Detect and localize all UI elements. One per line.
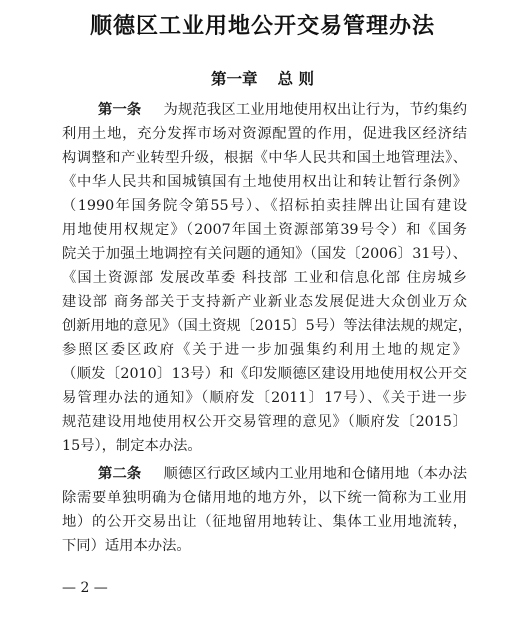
article-2-label: 第二条 (98, 466, 142, 482)
article-1-line: 构调整和产业转型升级，根据《中华人民共和国土地管理法》、 (62, 150, 467, 166)
article-1-line: 易管理办法的通知》（顺府发〔2011〕17号）、《关于进一步 (62, 390, 467, 406)
article-2-line: 下同）适用本办法。 (62, 538, 191, 554)
article-1-line: （顺发〔2010〕13号）和《印发顺德区建设用地使用权公开交 (62, 366, 467, 382)
chapter-number: 第一章 (211, 70, 258, 88)
page-number: — 2 — (62, 580, 108, 596)
article-2-text: 顺德区行政区域内工业用地和仓储用地（本办法 (163, 466, 467, 482)
article-1-line: （1990年国务院令第55号）、《招标拍卖挂牌出让国有建设 (62, 198, 467, 214)
article-1-line: 《中华人民共和国城镇国有土地使用权出让和转让暂行条例》 (62, 174, 467, 190)
chapter-heading (0, 67, 525, 89)
article-1-line: 《国土资源部 发展改革委 科技部 工业和信息化部 住房城乡 (62, 270, 467, 286)
article-2-line: 地）的公开交易出让（征地留用地转让、集体工业用地流转， (62, 514, 467, 530)
article-2-line (0, 462, 525, 486)
article-1-line: 15号），制定本办法。 (62, 438, 202, 454)
document-title: 顺德区工业用地公开交易管理办法 (89, 14, 435, 39)
article-1-line: 创新用地的意见》（国土资规〔2015〕5号）等法律法规的规定， (62, 318, 473, 334)
article-1-line: 利用土地，充分发挥市场对资源配置的作用，促进我区经济结 (62, 126, 467, 142)
chapter-name: 总 则 (277, 70, 314, 88)
article-1-line: 用地使用权规定》（2007年国土资源部第39号令）和《国务 (62, 222, 467, 238)
article-1-line: 建设部 商务部关于支持新产业新业态发展促进大众创业万众 (62, 294, 467, 310)
article-1-line: 规范建设用地使用权公开交易管理的意见》（顺府发〔2015〕 (62, 414, 467, 430)
article-1-label: 第一条 (98, 102, 142, 118)
article-1-text: 为规范我区工业用地使用权出让行为，节约集约 (163, 102, 467, 118)
article-2-line: 除需要单独明确为仓储用地的地方外，以下统一简称为工业用 (62, 490, 467, 506)
article-1-line (0, 98, 525, 122)
article-1-line: 院关于加强土地调控有关问题的通知》（国发〔2006〕31号）、 (62, 246, 467, 262)
article-1-line: 参照区委区政府《关于进一步加强集约利用土地的规定》 (62, 342, 467, 358)
